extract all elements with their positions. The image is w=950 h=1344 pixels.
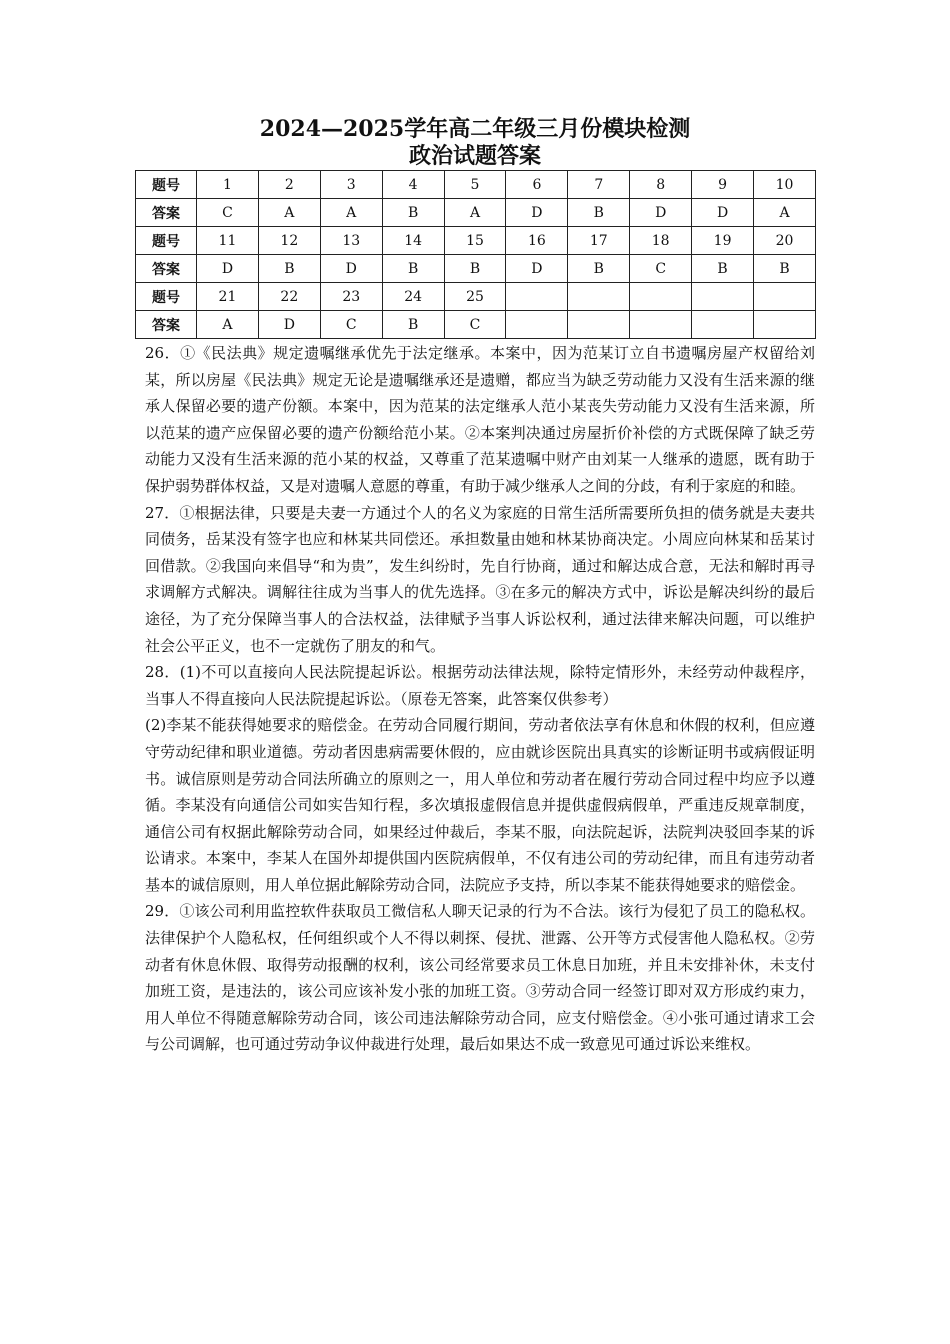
table-cell: 6 [506,171,568,199]
table-cell: D [630,199,692,227]
table-row [136,311,816,339]
table-cell: 17 [568,227,630,255]
table-cell: 22 [258,283,320,311]
table-cell: 19 [692,227,754,255]
table-cell: 20 [754,227,816,255]
table-cell: 18 [630,227,692,255]
table-cell: D [258,311,320,339]
table-cell [630,311,692,339]
table-cell: 11 [197,227,259,255]
table-cell: 4 [382,171,444,199]
table-cell [692,283,754,311]
table-cell: B [382,199,444,227]
answer-29: 29．①该公司利用监控软件获取员工微信私人聊天记录的行为不合法。该行为侵犯了员工的隐私权。法律保护个人隐私权，任何组织或个人不得以刺探、侵扰、泄露、公开等方式侵害他人隐私权。②劳动者有休息休假、取得劳动报酬的权利，该公司经常要求员工休息日加班，并且未安排补休，未支付加班工资，是违法的，该公司应该补发小张的加班工资。③劳动合同一经签订即对双方形成约束力，用人单位不得随意解除劳动合同，该公司违法解除劳动合同，应支付赔偿金。④小张可通过请求工会与公司调解，也可通过劳动争议仲裁进行处理，最后如果达不成一致意见可通过诉讼来维权。 [145,902,815,1054]
table-cell: 10 [754,171,816,199]
table-cell [754,311,816,339]
table-cell: 14 [382,227,444,255]
table-cell: A [258,199,320,227]
page-subtitle: 政治试题答案 [408,143,541,169]
table-cell: 24 [382,283,444,311]
table-row [136,255,816,283]
table-cell: D [506,199,568,227]
table-cell: B [568,199,630,227]
table-cell: B [258,255,320,283]
table-cell: 8 [630,171,692,199]
table-row [136,171,816,199]
table-cell: C [444,311,506,339]
table-cell [754,283,816,311]
table-cell: B [568,255,630,283]
table-cell [630,283,692,311]
table-cell: D [320,255,382,283]
table-cell [692,311,754,339]
table-cell: 13 [320,227,382,255]
table-cell: 9 [692,171,754,199]
table-cell: C [197,199,259,227]
table-row-header: 题号 [136,283,197,311]
answer-26: 26．①《民法典》规定遗嘱继承优先于法定继承。本案中，因为范某订立自书遗嘱房屋产权留给刘某，所以房屋《民法典》规定无论是遗嘱继承还是遗赠，都应当为缺乏劳动能力又没有生活来源的继承人保留必要的遗产份额。本案中，因为范某的法定继承人范小某丧失劳动能力又没有生活来源，所以范某的遗产应保留必要的遗产份额给范小某。②本案判决通过房屋折价补偿的方式既保障了缺乏劳动能力又没有生活来源的范小某的权益，又尊重了范某遗嘱中财产由刘某一人继承的遗愿，既有助于保护弱势群体权益，又是对遗嘱人意愿的尊重，有助于减少继承人之间的分歧，有利于家庭的和睦。 [145,344,815,495]
table-cell: 7 [568,171,630,199]
table-cell: D [506,255,568,283]
table-cell: C [320,311,382,339]
table-cell: 16 [506,227,568,255]
answer-table [135,170,816,339]
table-cell: 12 [258,227,320,255]
table-cell: 25 [444,283,506,311]
table-cell: 5 [444,171,506,199]
table-cell: A [444,199,506,227]
table-cell: 1 [197,171,259,199]
table-cell [568,311,630,339]
table-row-header: 答案 [136,311,197,339]
table-row [136,283,816,311]
answer-27: 27．①根据法律，只要是夫妻一方通过个人的名义为家庭的日常生活所需要所负担的债务就是夫妻共同债务，岳某没有签字也应和林某共同偿还。承担数量由她和林某协商决定。小周应向林某和岳某讨回借款。②我国向来倡导“和为贵”，发生纠纷时，先自行协商，通过和解达成合意，无法和解时再寻求调解方式解决。调解往往成为当事人的优先选择。③在多元的解决方式中，诉讼是解决纠纷的最后途径，为了充分保障当事人的合法权益，法律赋予当事人诉讼权利，通过法律来解决问题，可以维护社会公平正义，也不一定就伤了朋友的和气。 [145,503,815,655]
table-cell: B [754,255,816,283]
table-cell: A [320,199,382,227]
table-cell: B [444,255,506,283]
table-row [136,227,816,255]
table-cell: D [692,199,754,227]
table-cell: C [630,255,692,283]
table-cell [506,311,568,339]
table-row-header: 题号 [136,171,197,199]
table-cell: A [197,311,259,339]
table-row-header: 答案 [136,199,197,227]
page-title: 2024—2025学年高二年级三月份模块检测 [259,116,691,142]
table-cell: 2 [258,171,320,199]
table-row-header: 题号 [136,227,197,255]
table-row-header: 答案 [136,255,197,283]
table-cell: 3 [320,171,382,199]
answer-28-1: 28．(1)不可以直接向人民法院提起诉讼。根据劳动法律法规，除特定情形外，未经劳动仲裁程序，当事人不得直接向人民法院提起诉讼。（原卷无答案，此答案仅供参考） [145,663,815,708]
table-cell: 15 [444,227,506,255]
table-cell: A [754,199,816,227]
table-cell: B [382,255,444,283]
table-cell: 21 [197,283,259,311]
table-row [136,199,816,227]
table-cell [506,283,568,311]
answer-body [145,340,815,1058]
answer-28-2: (2)李某不能获得她要求的赔偿金。在劳动合同履行期间，劳动者依法享有休息和休假的权利，但应遵守劳动纪律和职业道德。劳动者因患病需要休假的，应由就诊医院出具真实的诊断证明书或病假证明书。诚信原则是劳动合同法所确立的原则之一，用人单位和劳动者在履行劳动合同过程中均应予以遵循。李某没有向通信公司如实告知行程，多次填报虚假信息并提供虚假病假单，严重违反规章制度，通信公司有权据此解除劳动合同，如果经过仲裁后，李某不服，向法院起诉，法院判决驳回李某的诉讼请求。本案中，李某人在国外却提供国内医院病假单，不仅有违公司的劳动纪律，而且有违劳动者基本的诚信原则，用人单位据此解除劳动合同，法院应予支持，所以李某不能获得她要求的赔偿金。 [145,716,815,894]
table-cell: 23 [320,283,382,311]
table-cell: B [382,311,444,339]
table-cell: B [692,255,754,283]
table-cell [568,283,630,311]
table-cell: D [197,255,259,283]
